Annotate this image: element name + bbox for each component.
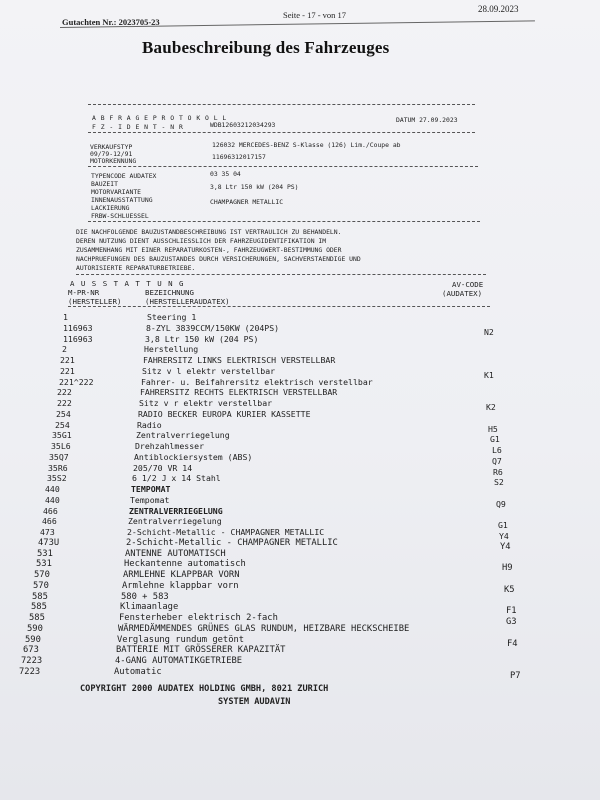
protokoll-heading: A B F R A G E P R O T O K O L L [92,114,227,122]
item-nr: 35G1 [52,430,72,441]
item-nr: 585 [32,591,48,602]
item-nr: 7223 [21,656,43,666]
table-header-rule [68,306,490,307]
item-description: Fensterheber elektrisch 2-fach [119,613,278,623]
motorkennung-label: MOTORKENNUNG [90,157,137,165]
item-description: 205/70 VR 14 [133,462,193,473]
item-nr: 570 [34,570,50,580]
item-description: Automatic [114,666,162,677]
protokoll-rule-2 [88,166,478,167]
item-nr: 440 [45,494,60,505]
zeitraum: 09/79-12/91 [90,150,133,158]
item-nr: 35R6 [48,462,68,473]
col-bez-subheader: (HERSTELLERAUDATEX) [145,297,230,306]
typencode-value: 03 35 04 [210,170,241,178]
item-description: Radio [137,419,162,430]
lackierung-label: LACKIERUNG [91,204,130,212]
notice-line-3: ZUSAMMENHANG MIT EINER REPARATURKOSTEN-, FAHRZEUGWERT-BESTIMMUNG ODER [76,246,342,254]
item-nr: 466 [42,516,57,527]
verkaufstyp-label: VERKAUFSTYP [90,143,133,151]
col-code-header: AV-CODE [452,280,484,289]
item-av-code: R6 [493,466,503,477]
item-nr: 222 [57,398,72,408]
item-av-code: Q7 [492,455,502,466]
notice-line-5: AUTORISIERTE REPARATURBETRIEBE. [76,264,196,272]
notice-line-2: DEREN NUTZUNG DIENT AUSSCHLIESSLICH DER FAHRZEUGIDENTIFIKATION IM [76,237,327,245]
gutachten-number: Gutachten Nr.: 2023705-23 [62,17,160,27]
item-description: Zentralverriegelung [128,516,222,527]
item-description: ARMLEHNE KLAPPBAR VORN [123,570,240,580]
col-nr-subheader: (HERSTELLER) [68,297,122,306]
notice-line-4: NACHPRUEFUNGEN DES BAUZUSTANDES DURCH VERSICHERUNGEN, SACHVERSTAENDIGE UND [76,255,361,263]
header-date: 28.09.2023 [478,4,519,14]
item-nr: 531 [37,548,53,559]
item-nr: 590 [25,634,41,645]
typencode-label: TYPENCODE AUDATEX [91,172,157,180]
item-av-code: S2 [494,477,504,488]
page-indicator: Seite - 17 - von 17 [283,10,347,20]
item-nr: 473U [38,537,60,548]
item-description: Heckantenne automatisch [124,559,246,570]
item-av-code: K2 [486,402,496,412]
protokoll-rule-3 [88,221,480,222]
item-av-code: G3 [506,617,517,627]
item-description: Sitz v r elektr verstellbar [139,398,273,408]
item-nr: 440 [45,484,60,494]
item-av-code: N2 [484,326,494,337]
item-av-code: Q9 [496,498,506,509]
lackierung-value: CHAMPAGNER METALLIC [210,198,284,206]
item-description: Klimaanlage [120,602,179,613]
item-nr: 35S2 [47,473,67,484]
item-description: WÄRMEDÄMMENDES GRÜNES GLAS RUNDUM, HEIZBARE HECKSCHEIBE [118,623,410,634]
item-nr: 590 [27,623,43,634]
protokoll-top-rule [88,104,475,105]
item-description: TEMPOMAT [131,484,171,494]
item-av-code: G1 [498,520,508,531]
item-nr: 116963 [63,322,93,333]
protokoll-mid-rule [88,132,475,133]
item-description: ANTENNE AUTOMATISCH [125,548,226,559]
item-av-code: K1 [484,369,494,380]
item-nr: 473 [40,527,55,537]
item-av-code: P7 [510,670,521,681]
item-nr: 466 [43,505,58,516]
item-nr: 585 [29,613,45,623]
item-nr: 221 [60,365,75,376]
item-nr: 35Q7 [49,451,69,462]
verkaufstyp-value: 126032 MERCEDES-BENZ S-Klasse (126) Lim./Coupe ab [212,141,401,149]
innenausstattung-label: INNENAUSSTATTUNG [91,196,153,204]
item-description: Armlehne klappbar vorn [122,580,239,591]
item-description: Sitz v l elektr verstellbar [142,365,276,376]
item-nr: 7223 [19,666,41,677]
item-description: 6 1/2 J x 14 Stahl [132,473,221,484]
item-description: RADIO BECKER EUROPA KURIER KASSETTE [138,408,311,419]
ident-heading: F Z - I D E N T - N R [92,123,184,131]
ausstattung-heading: A U S S T A T T U N G [70,279,185,288]
farbschluessel-label: FRBW-SCHLUESSEL [91,212,149,220]
item-nr: 570 [33,580,49,591]
item-av-code: H9 [502,563,513,574]
item-description: Zentralverriegelung [136,430,230,441]
item-description: Steering 1 [147,312,197,322]
item-description: Verglasung rundum getönt [117,634,245,645]
item-av-code: Y4 [499,531,509,541]
notice-line-1: DIE NACHFOLGENDE BAUZUSTANDBESCHREIBUNG IST VERTRAULICH ZU BEHANDELN. [76,228,342,236]
item-av-code: Y4 [500,541,511,552]
motorkennung-value: 11696312017157 [212,153,266,161]
col-bez-header: BEZEICHNUNG [145,288,194,297]
item-description: Fahrer- u. Beifahrersitz elektrisch verstellbar [141,376,373,387]
item-nr: 2 [62,344,67,355]
col-nr-header: M-PR-NR [68,288,100,297]
item-av-code: H5 [488,423,498,434]
item-description: Antiblockiersystem (ABS) [134,451,253,462]
item-description: FAHRERSITZ LINKS ELEKTRISCH VERSTELLBAR [143,355,336,365]
item-nr: 673 [23,645,39,656]
item-nr: 1 [63,312,68,322]
page-title: Baubeschreibung des Fahrzeuges [142,38,390,57]
item-description: 2-Schicht-Metallic - CHAMPAGNER METALLIC [126,537,338,548]
item-nr: 221 [60,355,75,365]
item-nr: 254 [56,408,71,419]
item-description: FAHRERSITZ RECHTS ELEKTRISCH VERSTELLBAR [140,387,338,398]
item-description: 2-Schicht-Metallic - CHAMPAGNER METALLIC [127,527,325,537]
item-description: 580 + 583 [121,591,169,602]
item-nr: 531 [36,559,52,570]
protokoll-date: DATUM 27.09.2023 [396,116,458,124]
item-av-code: L6 [492,445,502,455]
item-description: BATTERIE MIT GRÖSSERER KAPAZITÄT [116,645,286,656]
item-av-code: F1 [506,606,517,617]
item-description: Tempomat [130,494,170,505]
system-line: SYSTEM AUDAVIN [218,697,291,707]
motorvariante-label: MOTORVARIANTE [91,188,142,196]
item-description: ZENTRALVERRIEGELUNG [129,505,223,516]
item-nr: 585 [31,602,47,613]
bauzeit-label: BAUZEIT [91,180,118,188]
item-nr: 221^222 [59,376,94,387]
motorvariante-value: 3,8 Ltr 150 kW (204 PS) [210,183,299,191]
item-av-code: G1 [490,434,500,445]
item-nr: 254 [55,419,70,430]
item-av-code: F4 [507,638,518,649]
item-av-code: K5 [504,584,515,595]
ident-number: WDB12603212034293 [210,121,276,129]
item-description: Drehzahlmesser [135,441,205,451]
col-code-subheader: (AUDATEX) [442,289,483,298]
notice-rule [76,274,486,275]
item-description: 4-GANG AUTOMATIKGETRIEBE [115,656,243,666]
item-description: 8-ZYL 3839CCM/150KW (204PS) [146,322,280,333]
item-nr: 35L6 [51,441,71,451]
item-description: 3,8 Ltr 150 kW (204 PS) [145,333,259,344]
copyright-line: COPYRIGHT 2000 AUDATEX HOLDING GMBH, 8021 ZURICH [80,684,329,694]
item-nr: 222 [57,387,72,398]
item-description: Herstellung [144,344,199,355]
item-nr: 116963 [63,333,93,344]
